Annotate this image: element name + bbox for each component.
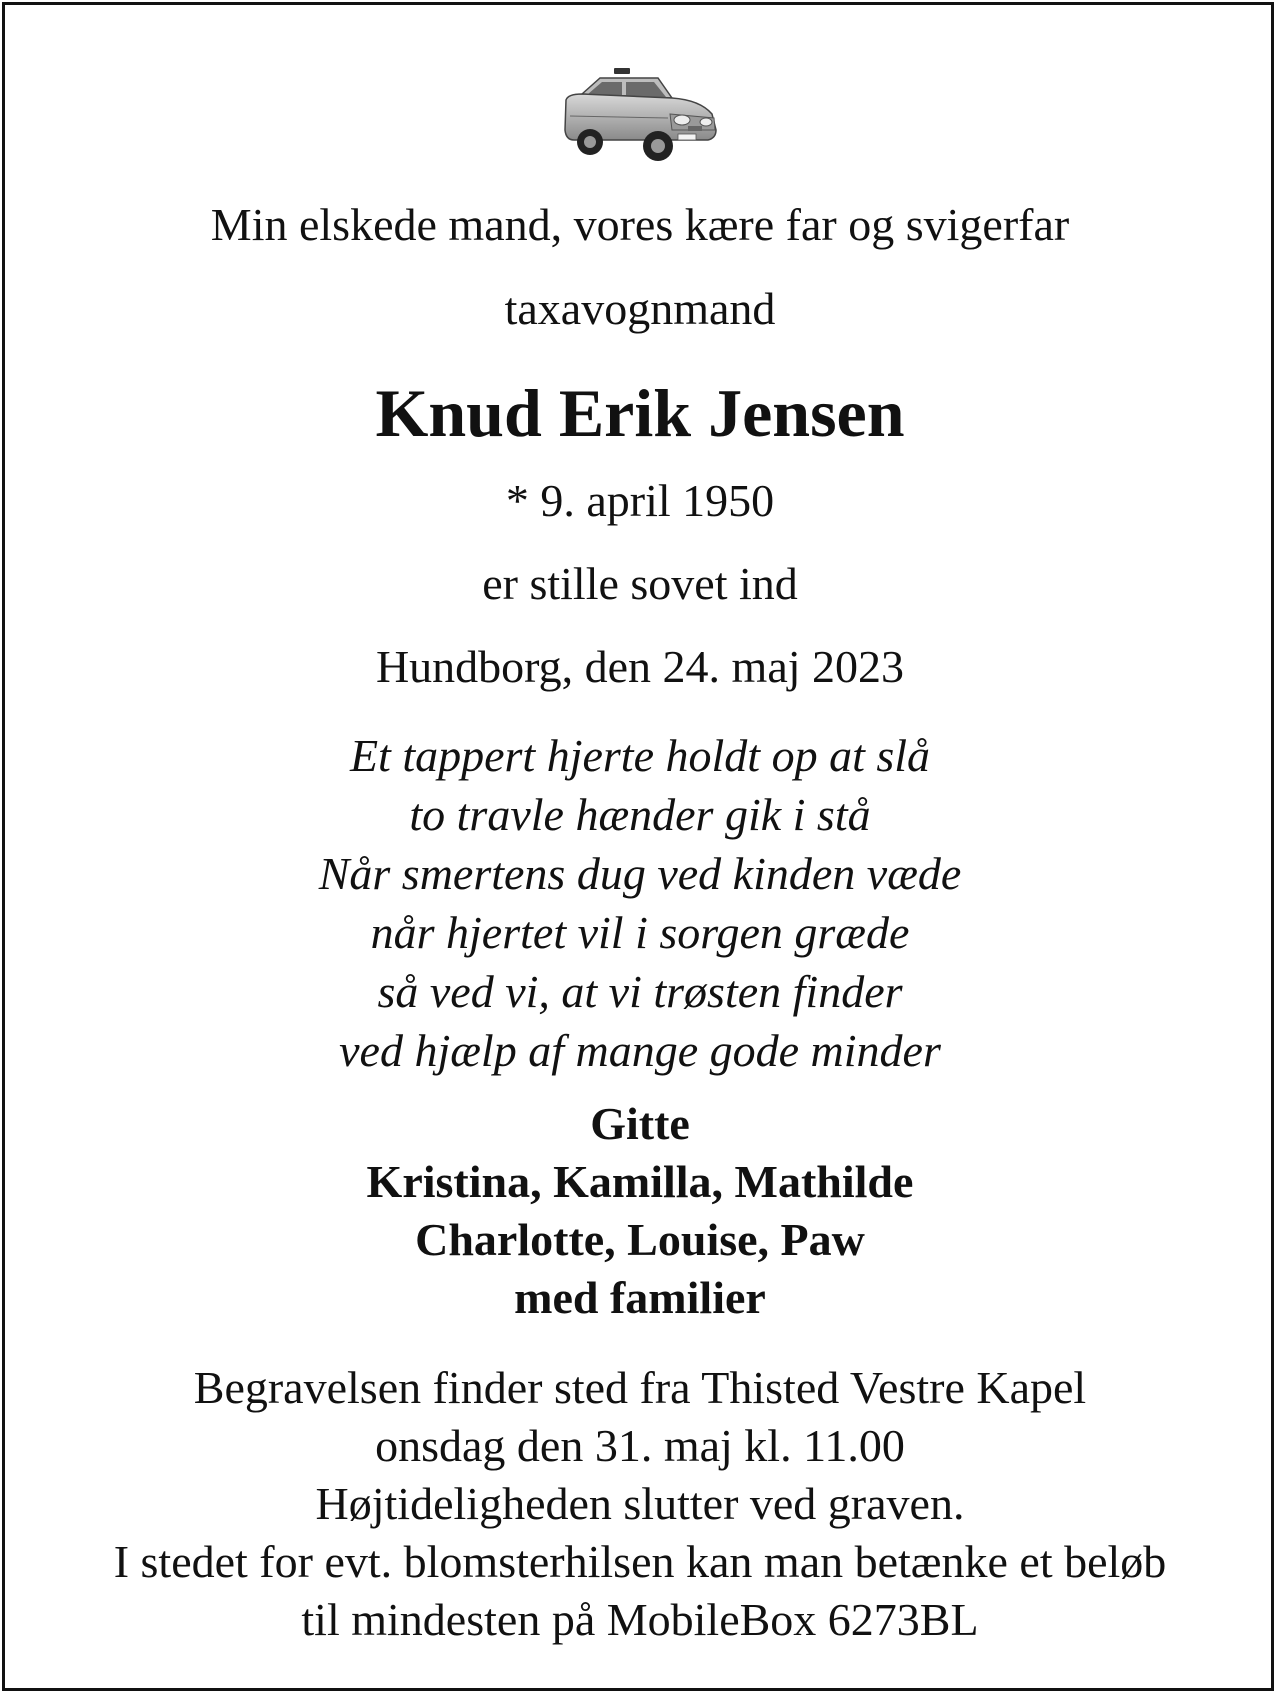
poem-line: så ved vi, at vi trøsten finder xyxy=(377,966,903,1017)
family-line: Kristina, Kamilla, Mathilde xyxy=(366,1156,914,1207)
family-line: med familier xyxy=(514,1272,766,1323)
taxi-car-icon xyxy=(560,64,720,169)
funeral-line: Højtideligheden slutter ved graven. xyxy=(315,1478,965,1529)
occupation-title: taxavognmand xyxy=(504,283,776,334)
poem-line: ved hjælp af mange gode minder xyxy=(339,1025,941,1076)
poem-line: når hjertet vil i sorgen græde xyxy=(370,907,910,958)
funeral-line: til mindesten på MobileBox 6273BL xyxy=(301,1594,979,1645)
funeral-line: I stedet for evt. blomsterhilsen kan man betænke et beløb xyxy=(113,1536,1167,1587)
funeral-line: onsdag den 31. maj kl. 11.00 xyxy=(375,1420,905,1471)
deceased-name: Knud Erik Jensen xyxy=(375,375,905,451)
family-line: Gitte xyxy=(590,1098,690,1149)
poem-line: Når smertens dug ved kinden væde xyxy=(318,848,962,899)
family-names xyxy=(0,1095,1280,1327)
poem-line: Et tappert hjerte holdt op at slå xyxy=(349,730,931,781)
place-and-date: Hundborg, den 24. maj 2023 xyxy=(375,641,905,692)
poem-line: to travle hænder gik i stå xyxy=(409,789,871,840)
funeral-line: Begravelsen finder sted fra Thisted Vestre Kapel xyxy=(193,1362,1087,1413)
status-line: er stille sovet ind xyxy=(482,558,798,609)
memorial-poem xyxy=(0,726,1280,1080)
intro-line: Min elskede mand, vores kære far og svigerfar xyxy=(210,199,1070,250)
birth-date: * 9. april 1950 xyxy=(505,475,775,526)
family-line: Charlotte, Louise, Paw xyxy=(415,1214,865,1265)
funeral-details xyxy=(0,1359,1280,1649)
